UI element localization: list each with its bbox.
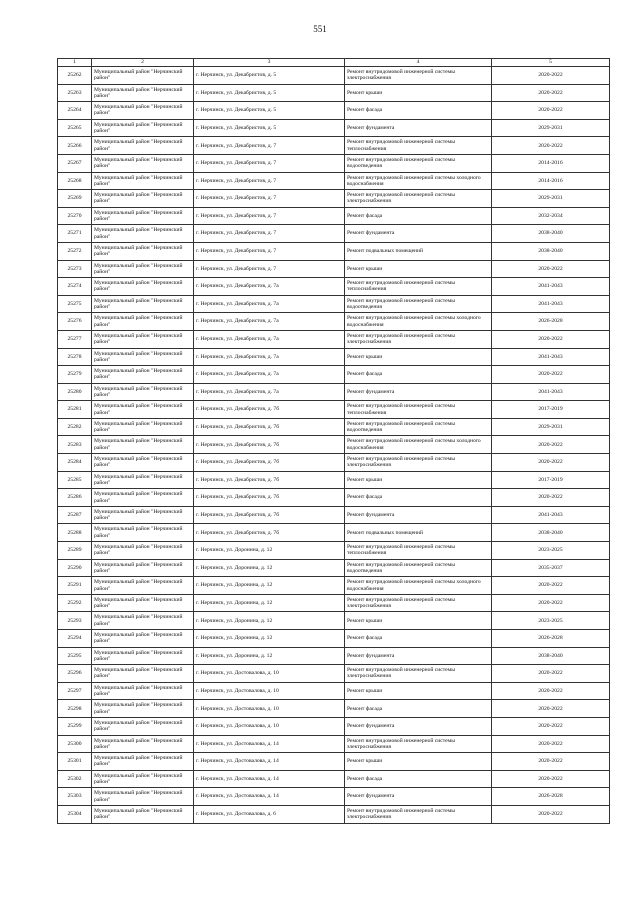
address-cell: г. Нерчинск, ул. Декабристов, д. 7а bbox=[194, 295, 345, 313]
work-type-cell: Ремонт внутридомовой инженерной системы электроснабжения bbox=[345, 594, 492, 612]
municipality-cell: Муниципальный район "Нерчинский район" bbox=[92, 805, 194, 823]
municipality-cell: Муниципальный район "Нерчинский район" bbox=[92, 67, 194, 85]
table-body bbox=[58, 67, 610, 824]
address-cell: г. Нерчинск, ул. Декабристов, д. 7б bbox=[194, 401, 345, 419]
period-cell: 2026-2028 bbox=[492, 630, 610, 648]
address-cell: г. Нерчинск, ул. Декабристов, д. 7б bbox=[194, 524, 345, 542]
table-row bbox=[58, 489, 610, 507]
row-number: 25272 bbox=[58, 242, 92, 260]
row-number: 25279 bbox=[58, 366, 92, 384]
work-type-cell: Ремонт фасада bbox=[345, 207, 492, 225]
table-row bbox=[58, 700, 610, 718]
period-cell: 2020-2022 bbox=[492, 67, 610, 85]
address-cell: г. Нерчинск, ул. Декабристов, д. 7а bbox=[194, 366, 345, 384]
row-number: 25303 bbox=[58, 788, 92, 806]
address-cell: г. Нерчинск, ул. Достовалова, д. 10 bbox=[194, 700, 345, 718]
work-type-cell: Ремонт фасада bbox=[345, 102, 492, 120]
work-type-cell: Ремонт фундамента bbox=[345, 788, 492, 806]
row-number: 25291 bbox=[58, 577, 92, 595]
work-type-cell: Ремонт фундамента bbox=[345, 383, 492, 401]
row-number: 25297 bbox=[58, 682, 92, 700]
work-type-cell: Ремонт фасада bbox=[345, 770, 492, 788]
work-type-cell: Ремонт крыши bbox=[345, 84, 492, 102]
work-type-cell: Ремонт фундамента bbox=[345, 647, 492, 665]
work-type-cell: Ремонт внутридомовой инженерной системы теплоснабжения bbox=[345, 542, 492, 560]
column-header-1: 1 bbox=[58, 59, 92, 67]
row-number: 25266 bbox=[58, 137, 92, 155]
work-type-cell: Ремонт внутридомовой инженерной системы теплоснабжения bbox=[345, 278, 492, 296]
work-type-cell: Ремонт внутридомовой инженерной системы водоотведения bbox=[345, 154, 492, 172]
period-cell: 2041-2043 bbox=[492, 383, 610, 401]
address-cell: г. Нерчинск, ул. Декабристов, д. 5 bbox=[194, 84, 345, 102]
table-row bbox=[58, 366, 610, 384]
work-type-cell: Ремонт крыши bbox=[345, 348, 492, 366]
row-number: 25304 bbox=[58, 805, 92, 823]
period-cell: 2020-2022 bbox=[492, 753, 610, 771]
row-number: 25268 bbox=[58, 172, 92, 190]
period-cell: 2020-2022 bbox=[492, 260, 610, 278]
municipality-cell: Муниципальный район "Нерчинский район" bbox=[92, 383, 194, 401]
period-cell: 2020-2022 bbox=[492, 330, 610, 348]
work-type-cell: Ремонт внутридомовой инженерной системы электроснабжения bbox=[345, 330, 492, 348]
row-number: 25285 bbox=[58, 471, 92, 489]
period-cell: 2029-2031 bbox=[492, 418, 610, 436]
row-number: 25270 bbox=[58, 207, 92, 225]
municipality-cell: Муниципальный район "Нерчинский район" bbox=[92, 242, 194, 260]
row-number: 25280 bbox=[58, 383, 92, 401]
work-type-cell: Ремонт фасада bbox=[345, 366, 492, 384]
row-number: 25278 bbox=[58, 348, 92, 366]
work-type-cell: Ремонт подвальных помещений bbox=[345, 242, 492, 260]
municipality-cell: Муниципальный район "Нерчинский район" bbox=[92, 682, 194, 700]
municipality-cell: Муниципальный район "Нерчинский район" bbox=[92, 102, 194, 120]
row-number: 25267 bbox=[58, 154, 92, 172]
address-cell: г. Нерчинск, ул. Декабристов, д. 5 bbox=[194, 119, 345, 137]
table-row bbox=[58, 154, 610, 172]
address-cell: г. Нерчинск, ул. Декабристов, д. 7 bbox=[194, 154, 345, 172]
table-row bbox=[58, 506, 610, 524]
period-cell: 2032-2034 bbox=[492, 207, 610, 225]
municipality-cell: Муниципальный район "Нерчинский район" bbox=[92, 717, 194, 735]
period-cell: 2041-2043 bbox=[492, 278, 610, 296]
table-row bbox=[58, 84, 610, 102]
period-cell: 2038-2040 bbox=[492, 225, 610, 243]
work-type-cell: Ремонт внутридомовой инженерной системы водоотведения bbox=[345, 418, 492, 436]
table-row bbox=[58, 770, 610, 788]
address-cell: г. Нерчинск, ул. Декабристов, д. 7 bbox=[194, 207, 345, 225]
row-number: 25286 bbox=[58, 489, 92, 507]
municipality-cell: Муниципальный район "Нерчинский район" bbox=[92, 594, 194, 612]
address-cell: г. Нерчинск, ул. Декабристов, д. 7 bbox=[194, 225, 345, 243]
table-row bbox=[58, 805, 610, 823]
municipality-cell: Муниципальный район "Нерчинский район" bbox=[92, 137, 194, 155]
address-cell: г. Нерчинск, ул. Достовалова, д. 6 bbox=[194, 805, 345, 823]
municipality-cell: Муниципальный район "Нерчинский район" bbox=[92, 471, 194, 489]
address-cell: г. Нерчинск, ул. Достовалова, д. 14 bbox=[194, 753, 345, 771]
address-cell: г. Нерчинск, ул. Декабристов, д. 7 bbox=[194, 242, 345, 260]
address-cell: г. Нерчинск, ул. Доронина, д. 12 bbox=[194, 542, 345, 560]
municipality-cell: Муниципальный район "Нерчинский район" bbox=[92, 665, 194, 683]
municipality-cell: Муниципальный район "Нерчинский район" bbox=[92, 348, 194, 366]
work-type-cell: Ремонт внутридомовой инженерной системы холодного водоснабжения bbox=[345, 577, 492, 595]
address-cell: г. Нерчинск, ул. Достовалова, д. 10 bbox=[194, 682, 345, 700]
row-number: 25281 bbox=[58, 401, 92, 419]
table-row bbox=[58, 454, 610, 472]
period-cell: 2020-2022 bbox=[492, 436, 610, 454]
period-cell: 2020-2022 bbox=[492, 594, 610, 612]
municipality-cell: Муниципальный район "Нерчинский район" bbox=[92, 700, 194, 718]
work-type-cell: Ремонт крыши bbox=[345, 682, 492, 700]
row-number: 25284 bbox=[58, 454, 92, 472]
address-cell: г. Нерчинск, ул. Доронина, д. 12 bbox=[194, 559, 345, 577]
work-type-cell: Ремонт подвальных помещений bbox=[345, 524, 492, 542]
address-cell: г. Нерчинск, ул. Достовалова, д. 14 bbox=[194, 735, 345, 753]
column-header-5: 5 bbox=[492, 59, 610, 67]
address-cell: г. Нерчинск, ул. Декабристов, д. 7б bbox=[194, 506, 345, 524]
row-number: 25296 bbox=[58, 665, 92, 683]
address-cell: г. Нерчинск, ул. Декабристов, д. 7а bbox=[194, 383, 345, 401]
period-cell: 2041-2043 bbox=[492, 348, 610, 366]
table-row bbox=[58, 278, 610, 296]
table-row bbox=[58, 735, 610, 753]
row-number: 25276 bbox=[58, 313, 92, 331]
table-row bbox=[58, 242, 610, 260]
municipality-cell: Муниципальный район "Нерчинский район" bbox=[92, 788, 194, 806]
municipality-cell: Муниципальный район "Нерчинский район" bbox=[92, 207, 194, 225]
row-number: 25289 bbox=[58, 542, 92, 560]
period-cell: 2023-2025 bbox=[492, 542, 610, 560]
municipality-cell: Муниципальный район "Нерчинский район" bbox=[92, 119, 194, 137]
municipality-cell: Муниципальный район "Нерчинский район" bbox=[92, 647, 194, 665]
municipality-cell: Муниципальный район "Нерчинский район" bbox=[92, 330, 194, 348]
municipality-cell: Муниципальный район "Нерчинский район" bbox=[92, 753, 194, 771]
work-type-cell: Ремонт внутридомовой инженерной системы электроснабжения bbox=[345, 805, 492, 823]
table-row bbox=[58, 67, 610, 85]
work-type-cell: Ремонт внутридомовой инженерной системы электроснабжения bbox=[345, 735, 492, 753]
table-header-row bbox=[58, 59, 610, 67]
row-number: 25283 bbox=[58, 436, 92, 454]
row-number: 25290 bbox=[58, 559, 92, 577]
period-cell: 2035-2037 bbox=[492, 559, 610, 577]
municipality-cell: Муниципальный район "Нерчинский район" bbox=[92, 542, 194, 560]
municipality-cell: Муниципальный район "Нерчинский район" bbox=[92, 313, 194, 331]
work-type-cell: Ремонт фундамента bbox=[345, 717, 492, 735]
address-cell: г. Нерчинск, ул. Декабристов, д. 5 bbox=[194, 102, 345, 120]
work-type-cell: Ремонт фундамента bbox=[345, 119, 492, 137]
work-type-cell: Ремонт внутридомовой инженерной системы электроснабжения bbox=[345, 454, 492, 472]
work-type-cell: Ремонт крыши bbox=[345, 612, 492, 630]
period-cell: 2014-2016 bbox=[492, 172, 610, 190]
table-row bbox=[58, 383, 610, 401]
page-number: 551 bbox=[313, 24, 327, 34]
table-row bbox=[58, 119, 610, 137]
period-cell: 2017-2019 bbox=[492, 471, 610, 489]
municipality-cell: Муниципальный район "Нерчинский район" bbox=[92, 278, 194, 296]
municipality-cell: Муниципальный район "Нерчинский район" bbox=[92, 190, 194, 208]
period-cell: 2020-2022 bbox=[492, 454, 610, 472]
row-number: 25293 bbox=[58, 612, 92, 630]
municipality-cell: Муниципальный район "Нерчинский район" bbox=[92, 172, 194, 190]
address-cell: г. Нерчинск, ул. Декабристов, д. 7 bbox=[194, 190, 345, 208]
period-cell: 2029-2031 bbox=[492, 119, 610, 137]
work-type-cell: Ремонт крыши bbox=[345, 260, 492, 278]
period-cell: 2020-2022 bbox=[492, 665, 610, 683]
table-row bbox=[58, 207, 610, 225]
municipality-cell: Муниципальный район "Нерчинский район" bbox=[92, 770, 194, 788]
address-cell: г. Нерчинск, ул. Доронина, д. 12 bbox=[194, 594, 345, 612]
municipality-cell: Муниципальный район "Нерчинский район" bbox=[92, 559, 194, 577]
row-number: 25300 bbox=[58, 735, 92, 753]
period-cell: 2020-2022 bbox=[492, 700, 610, 718]
table-row bbox=[58, 665, 610, 683]
work-type-cell: Ремонт внутридомовой инженерной системы электроснабжения bbox=[345, 190, 492, 208]
municipality-cell: Муниципальный район "Нерчинский район" bbox=[92, 506, 194, 524]
column-header-4: 4 bbox=[345, 59, 492, 67]
table-row bbox=[58, 647, 610, 665]
row-number: 25273 bbox=[58, 260, 92, 278]
municipality-cell: Муниципальный район "Нерчинский район" bbox=[92, 436, 194, 454]
row-number: 25275 bbox=[58, 295, 92, 313]
table-row bbox=[58, 788, 610, 806]
municipality-cell: Муниципальный район "Нерчинский район" bbox=[92, 295, 194, 313]
period-cell: 2020-2022 bbox=[492, 489, 610, 507]
period-cell: 2020-2022 bbox=[492, 805, 610, 823]
period-cell: 2020-2022 bbox=[492, 577, 610, 595]
work-type-cell: Ремонт крыши bbox=[345, 753, 492, 771]
table-row bbox=[58, 559, 610, 577]
row-number: 25288 bbox=[58, 524, 92, 542]
period-cell: 2020-2022 bbox=[492, 735, 610, 753]
table-row bbox=[58, 401, 610, 419]
row-number: 25263 bbox=[58, 84, 92, 102]
period-cell: 2014-2016 bbox=[492, 154, 610, 172]
work-type-cell: Ремонт внутридомовой инженерной системы электроснабжения bbox=[345, 665, 492, 683]
work-type-cell: Ремонт фундамента bbox=[345, 506, 492, 524]
municipality-cell: Муниципальный район "Нерчинский район" bbox=[92, 577, 194, 595]
table-row bbox=[58, 717, 610, 735]
work-type-cell: Ремонт фасада bbox=[345, 630, 492, 648]
address-cell: г. Нерчинск, ул. Достовалова, д. 14 bbox=[194, 770, 345, 788]
address-cell: г. Нерчинск, ул. Декабристов, д. 7а bbox=[194, 278, 345, 296]
period-cell: 2038-2040 bbox=[492, 242, 610, 260]
column-header-2: 2 bbox=[92, 59, 194, 67]
table-row bbox=[58, 330, 610, 348]
work-type-cell: Ремонт внутридомовой инженерной системы теплоснабжения bbox=[345, 401, 492, 419]
table-row bbox=[58, 190, 610, 208]
period-cell: 2041-2043 bbox=[492, 506, 610, 524]
period-cell: 2020-2022 bbox=[492, 102, 610, 120]
address-cell: г. Нерчинск, ул. Доронина, д. 12 bbox=[194, 647, 345, 665]
row-number: 25274 bbox=[58, 278, 92, 296]
period-cell: 2026-2028 bbox=[492, 313, 610, 331]
address-cell: г. Нерчинск, ул. Декабристов, д. 7а bbox=[194, 313, 345, 331]
table-row bbox=[58, 260, 610, 278]
period-cell: 2020-2022 bbox=[492, 84, 610, 102]
table-row bbox=[58, 225, 610, 243]
period-cell: 2020-2022 bbox=[492, 770, 610, 788]
table-row bbox=[58, 436, 610, 454]
address-cell: г. Нерчинск, ул. Декабристов, д. 7б bbox=[194, 418, 345, 436]
row-number: 25292 bbox=[58, 594, 92, 612]
table-row bbox=[58, 471, 610, 489]
table-row bbox=[58, 630, 610, 648]
row-number: 25299 bbox=[58, 717, 92, 735]
repair-schedule-table bbox=[57, 58, 610, 824]
period-cell: 2026-2028 bbox=[492, 788, 610, 806]
table-row bbox=[58, 172, 610, 190]
table-row bbox=[58, 577, 610, 595]
address-cell: г. Нерчинск, ул. Доронина, д. 12 bbox=[194, 630, 345, 648]
row-number: 25287 bbox=[58, 506, 92, 524]
address-cell: г. Нерчинск, ул. Доронина, д. 12 bbox=[194, 577, 345, 595]
work-type-cell: Ремонт внутридомовой инженерной системы теплоснабжения bbox=[345, 137, 492, 155]
work-type-cell: Ремонт крыши bbox=[345, 471, 492, 489]
table-row bbox=[58, 418, 610, 436]
address-cell: г. Нерчинск, ул. Декабристов, д. 7 bbox=[194, 172, 345, 190]
municipality-cell: Муниципальный район "Нерчинский район" bbox=[92, 454, 194, 472]
address-cell: г. Нерчинск, ул. Декабристов, д. 7 bbox=[194, 137, 345, 155]
address-cell: г. Нерчинск, ул. Декабристов, д. 7б bbox=[194, 471, 345, 489]
municipality-cell: Муниципальный район "Нерчинский район" bbox=[92, 630, 194, 648]
work-type-cell: Ремонт внутридомовой инженерной системы водоотведения bbox=[345, 559, 492, 577]
address-cell: г. Нерчинск, ул. Декабристов, д. 7б bbox=[194, 436, 345, 454]
municipality-cell: Муниципальный район "Нерчинский район" bbox=[92, 735, 194, 753]
period-cell: 2017-2019 bbox=[492, 401, 610, 419]
table-row bbox=[58, 753, 610, 771]
work-type-cell: Ремонт внутридомовой инженерной системы холодного водоснабжения bbox=[345, 436, 492, 454]
period-cell: 2020-2022 bbox=[492, 366, 610, 384]
municipality-cell: Муниципальный район "Нерчинский район" bbox=[92, 612, 194, 630]
table-row bbox=[58, 612, 610, 630]
period-cell: 2038-2040 bbox=[492, 647, 610, 665]
table-row bbox=[58, 137, 610, 155]
municipality-cell: Муниципальный район "Нерчинский район" bbox=[92, 401, 194, 419]
period-cell: 2020-2022 bbox=[492, 137, 610, 155]
address-cell: г. Нерчинск, ул. Декабристов, д. 7 bbox=[194, 260, 345, 278]
work-type-cell: Ремонт фасада bbox=[345, 700, 492, 718]
address-cell: г. Нерчинск, ул. Доронина, д. 12 bbox=[194, 612, 345, 630]
address-cell: г. Нерчинск, ул. Декабристов, д. 7а bbox=[194, 348, 345, 366]
work-type-cell: Ремонт фундамента bbox=[345, 225, 492, 243]
row-number: 25302 bbox=[58, 770, 92, 788]
row-number: 25262 bbox=[58, 67, 92, 85]
table-row bbox=[58, 542, 610, 560]
work-type-cell: Ремонт фасада bbox=[345, 489, 492, 507]
row-number: 25294 bbox=[58, 630, 92, 648]
municipality-cell: Муниципальный район "Нерчинский район" bbox=[92, 366, 194, 384]
address-cell: г. Нерчинск, ул. Достовалова, д. 10 bbox=[194, 717, 345, 735]
municipality-cell: Муниципальный район "Нерчинский район" bbox=[92, 260, 194, 278]
row-number: 25277 bbox=[58, 330, 92, 348]
row-number: 25265 bbox=[58, 119, 92, 137]
work-type-cell: Ремонт внутридомовой инженерной системы холодного водоснабжения bbox=[345, 172, 492, 190]
address-cell: г. Нерчинск, ул. Достовалова, д. 10 bbox=[194, 665, 345, 683]
table-row bbox=[58, 102, 610, 120]
table-row bbox=[58, 313, 610, 331]
table-row bbox=[58, 682, 610, 700]
table-row bbox=[58, 295, 610, 313]
period-cell: 2020-2022 bbox=[492, 717, 610, 735]
table-row bbox=[58, 524, 610, 542]
municipality-cell: Муниципальный район "Нерчинский район" bbox=[92, 84, 194, 102]
period-cell: 2038-2040 bbox=[492, 524, 610, 542]
municipality-cell: Муниципальный район "Нерчинский район" bbox=[92, 489, 194, 507]
address-cell: г. Нерчинск, ул. Достовалова, д. 14 bbox=[194, 788, 345, 806]
address-cell: г. Нерчинск, ул. Декабристов, д. 5 bbox=[194, 67, 345, 85]
work-type-cell: Ремонт внутридомовой инженерной системы водоотведения bbox=[345, 295, 492, 313]
row-number: 25282 bbox=[58, 418, 92, 436]
municipality-cell: Муниципальный район "Нерчинский район" bbox=[92, 418, 194, 436]
row-number: 25301 bbox=[58, 753, 92, 771]
period-cell: 2041-2043 bbox=[492, 295, 610, 313]
address-cell: г. Нерчинск, ул. Декабристов, д. 7б bbox=[194, 489, 345, 507]
address-cell: г. Нерчинск, ул. Декабристов, д. 7б bbox=[194, 454, 345, 472]
row-number: 25269 bbox=[58, 190, 92, 208]
table-row bbox=[58, 594, 610, 612]
period-cell: 2029-2031 bbox=[492, 190, 610, 208]
row-number: 25295 bbox=[58, 647, 92, 665]
period-cell: 2020-2022 bbox=[492, 682, 610, 700]
work-type-cell: Ремонт внутридомовой инженерной системы холодного водоснабжения bbox=[345, 313, 492, 331]
row-number: 25298 bbox=[58, 700, 92, 718]
address-cell: г. Нерчинск, ул. Декабристов, д. 7а bbox=[194, 330, 345, 348]
municipality-cell: Муниципальный район "Нерчинский район" bbox=[92, 225, 194, 243]
row-number: 25271 bbox=[58, 225, 92, 243]
column-header-3: 3 bbox=[194, 59, 345, 67]
municipality-cell: Муниципальный район "Нерчинский район" bbox=[92, 154, 194, 172]
table-row bbox=[58, 348, 610, 366]
period-cell: 2023-2025 bbox=[492, 612, 610, 630]
municipality-cell: Муниципальный район "Нерчинский район" bbox=[92, 524, 194, 542]
work-type-cell: Ремонт внутридомовой инженерной системы электроснабжения bbox=[345, 67, 492, 85]
row-number: 25264 bbox=[58, 102, 92, 120]
